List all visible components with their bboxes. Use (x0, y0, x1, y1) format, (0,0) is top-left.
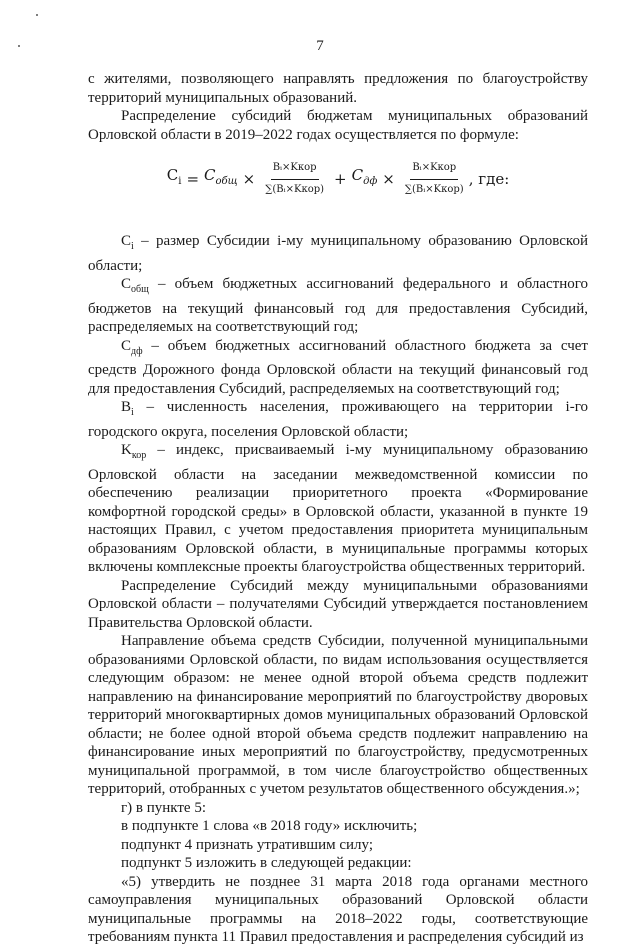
distribution-approval-paragraph: Распределение Субсидий между муниципальными образованиями Орловской области – получателями Субсидий утверждается постановлением Правительства Орловской области. (88, 577, 588, 631)
formula-c-road-fund: $C_{дф}$ (351, 166, 378, 188)
formula-c-total: $C_{общ}$ (204, 166, 238, 188)
intro-paragraph: с жителями, позволяющего направлять предложения по благоустройству территорий муниципальных образований. (88, 71, 588, 106)
subparagraph-5-text: «5) утвердить не позднее 31 марта 2018 года органами местного самоуправления муниципальных образований Орловской области муниципальные программы на 2018–2022 годы, соответствующие требованиям пункта 11 Правил предоставления и распределения субсидий из (88, 873, 588, 945)
subsidy-formula (88, 144, 588, 214)
formula-times: × (382, 169, 395, 188)
amendment-item: подпункт 4 признать утратившим силу; (121, 836, 373, 853)
formula-plus: + (334, 169, 347, 188)
formula-fraction-2: $\frac{\text{Bᵢ×Kкор}}{\text{∑(Bᵢ×Kкор)}}$ (403, 159, 466, 199)
distribution-intro: Распределение субсидий бюджетам муниципальных образований Орловской области в 2019–2022 годах осуществляется по формуле: (88, 108, 588, 143)
definition-c-total: $C_{общ}$ – объем бюджетных ассигнований федерального и областного бюджетов на текущий финансовый год для предоставления Субсидий, распределяемых на соответствующий год; (88, 276, 588, 335)
document-body (88, 70, 588, 947)
definition-ci: $C_i$ – размер Субсидии i-му муниципальному образованию Орловской области; (88, 233, 588, 274)
amendment-item: подпункт 5 изложить в следующей редакции: (121, 855, 412, 871)
definition-bi: $B_i$ – численность населения, проживающего на территории i-го городского округа, поселения Орловской области; (88, 399, 588, 440)
spacer (88, 214, 588, 232)
formula-fraction-1: $\frac{\text{Bᵢ×Kкор}}{\text{∑(Bᵢ×Kкор)}}$ (263, 159, 326, 199)
formula-lhs: $C_i$ (166, 166, 182, 188)
amendment-item: г) в пункте 5: (121, 799, 207, 816)
formula-tail: , где: (468, 169, 510, 188)
definition-k-cor: $K_{кор}$ – индекс, присваиваемый i-му муниципальному образованию Орловской области на заседании межведомственной комиссии по обеспечению реализации приоритетного проекта «Формирование комфортной городской среды» в Орловской области, указанной в пункте 19 настоящих Правил, с учетом предоставления приоритета муниципальным образованиям Орловской области, в муниципальные программы которых включены комплексные проекты благоустройства общественных территорий. (88, 442, 588, 575)
page-number: 7 (316, 38, 324, 54)
definition-c-road-fund: $C_{дф}$ – объем бюджетных ассигнований областного бюджета за счет средств Дорожного фонда Орловской области на текущий финансовый год для предоставления Субсидий, распределяемых на соответствующий год; (88, 337, 588, 397)
funds-direction-paragraph: Направление объема средств Субсидии, полученной муниципальными образованиями Орловской области, по видам использования осуществляется следующим образом: не менее одной второй объема средств подлежит направлению на финансирование мероприятий по благоустройству дворовых территорий многоквартирных домов муниципальных образований Орловской области; не более одной второй объема средств подлежит направлению на финансирование иных мероприятий по благоустройству, предусмотренных муниципальной программой, в том числе благоустройство общественных территорий, отобранных с учетом результатов общественного обсуждения.»; (88, 633, 588, 797)
scan-speck (36, 14, 38, 16)
formula-equals: = (186, 169, 200, 188)
formula-times: × (242, 169, 256, 188)
amendment-item: в подпункте 1 слова «в 2018 году» исключить; (121, 818, 418, 834)
